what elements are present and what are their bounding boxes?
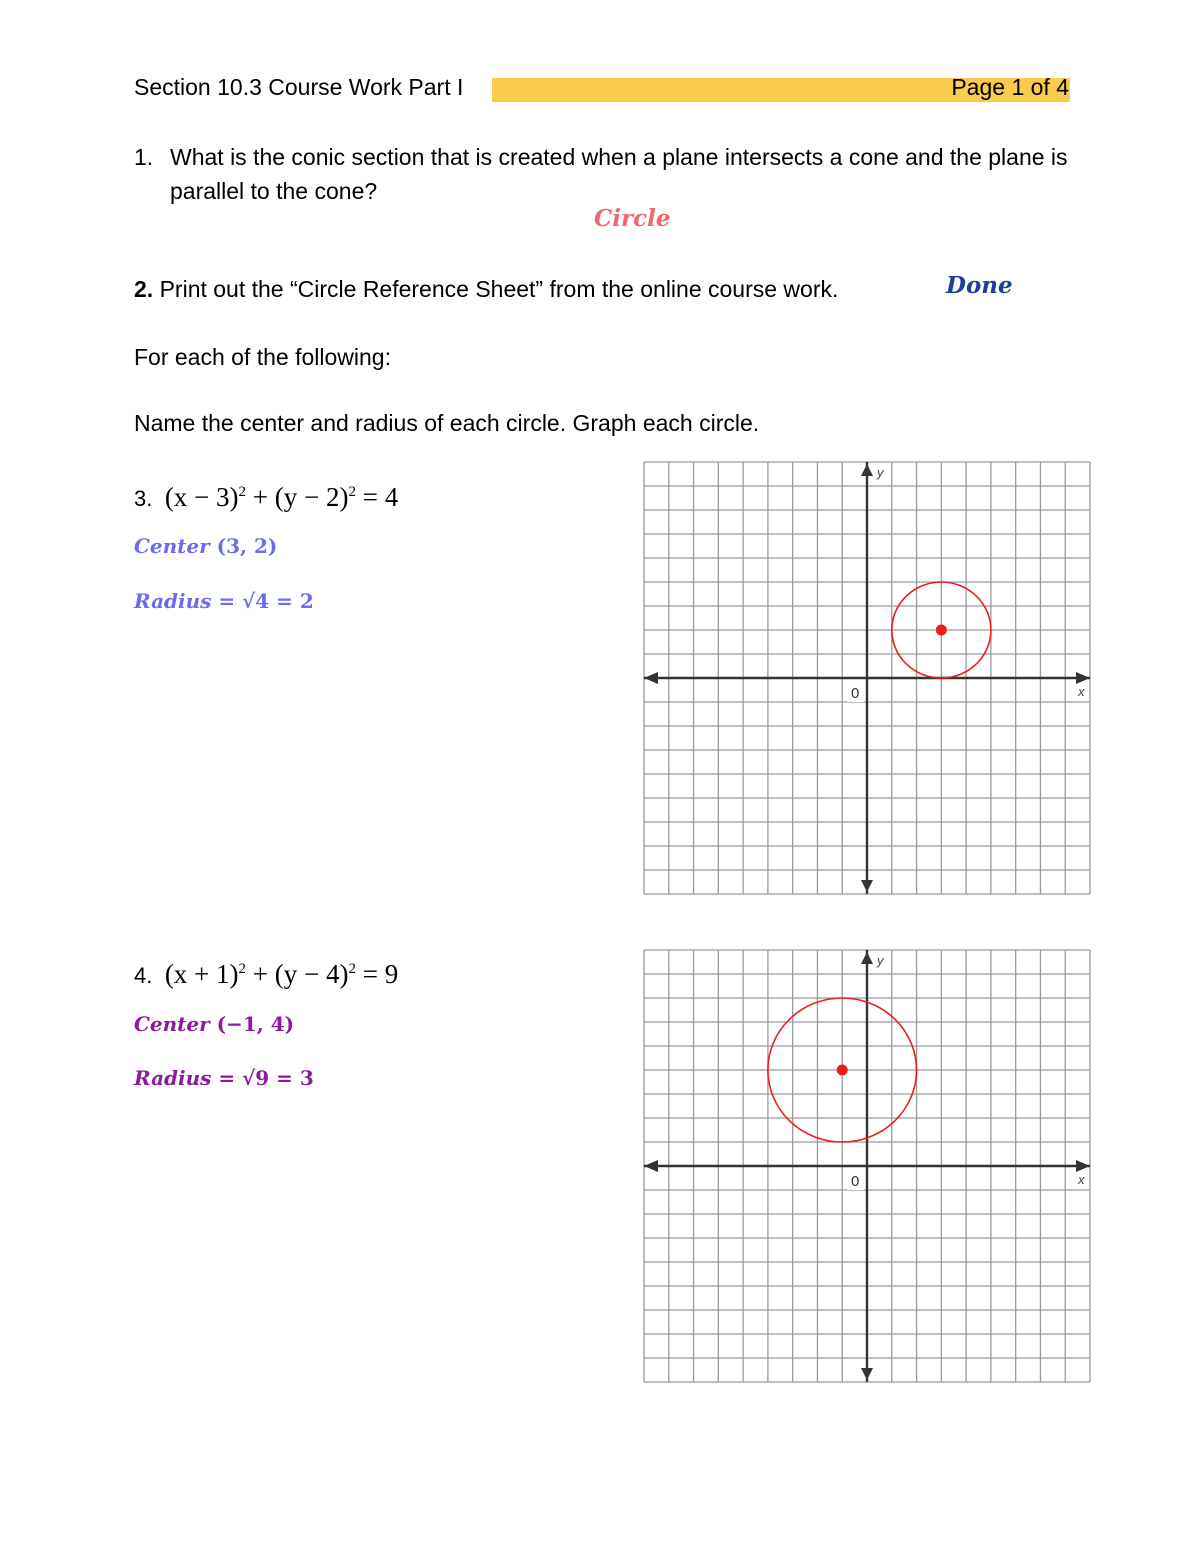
question-1-answer: Circle xyxy=(594,205,671,232)
problem-4-equation-row xyxy=(134,959,398,990)
question-2-number: 2. xyxy=(134,276,154,302)
x-axis-right-arrow xyxy=(1076,1160,1090,1172)
y-axis-label: y xyxy=(877,953,884,968)
origin-label: 0 xyxy=(851,1173,860,1190)
question-2-text: Print out the “Circle Reference Sheet” from the online course work. xyxy=(159,276,839,302)
question-1-number: 1. xyxy=(134,144,154,170)
question-2 xyxy=(134,272,838,306)
instructions-line-2: Name the center and radius of each circle. Graph each circle. xyxy=(134,410,760,436)
problem-3-radius: Radius = √4 = 2 xyxy=(134,589,314,613)
y-axis-top-arrow xyxy=(861,952,873,964)
problem-3-center: Center (3, 2) xyxy=(134,534,278,558)
y-axis-label: y xyxy=(877,465,884,480)
question-1-text: What is the conic section that is created when a plane intersects a cone and the plane is parallel to the cone? xyxy=(170,144,1068,204)
x-axis-label: x xyxy=(1078,1172,1085,1187)
problem-4-equation: $(x + 1)^2 + (y - 4)^2 = 9$ xyxy=(164,959,399,989)
problem-3-equation: $(x - 3)^2 + (y - 2)^2 = 4$ xyxy=(164,482,399,512)
y-axis-bottom-arrow xyxy=(861,880,873,892)
problem-3-equation-row xyxy=(134,482,398,513)
x-axis-left-arrow xyxy=(644,672,658,684)
problem-3-number: 3. xyxy=(134,486,153,511)
circle-center-point xyxy=(837,1065,848,1076)
problem-4-radius: Radius = √9 = 3 xyxy=(134,1066,314,1090)
x-axis-right-arrow xyxy=(1076,672,1090,684)
x-axis-label: x xyxy=(1078,684,1085,699)
instructions-line-1: For each of the following: xyxy=(134,344,391,370)
x-axis-left-arrow xyxy=(644,1160,658,1172)
problem-4-graph xyxy=(642,948,1092,1384)
y-axis-bottom-arrow xyxy=(861,1368,873,1380)
problem-4-center: Center (−1, 4) xyxy=(134,1012,295,1036)
circle-center-point xyxy=(936,625,947,636)
header-title: Section 10.3 Course Work Part I xyxy=(134,74,464,100)
y-axis-top-arrow xyxy=(861,464,873,476)
problem-3-graph xyxy=(642,460,1092,896)
origin-label: 0 xyxy=(851,685,860,702)
problem-4-number: 4. xyxy=(134,963,153,988)
question-2-answer: Done xyxy=(946,272,1013,299)
page-number: Page 1 of 4 xyxy=(951,74,1069,100)
